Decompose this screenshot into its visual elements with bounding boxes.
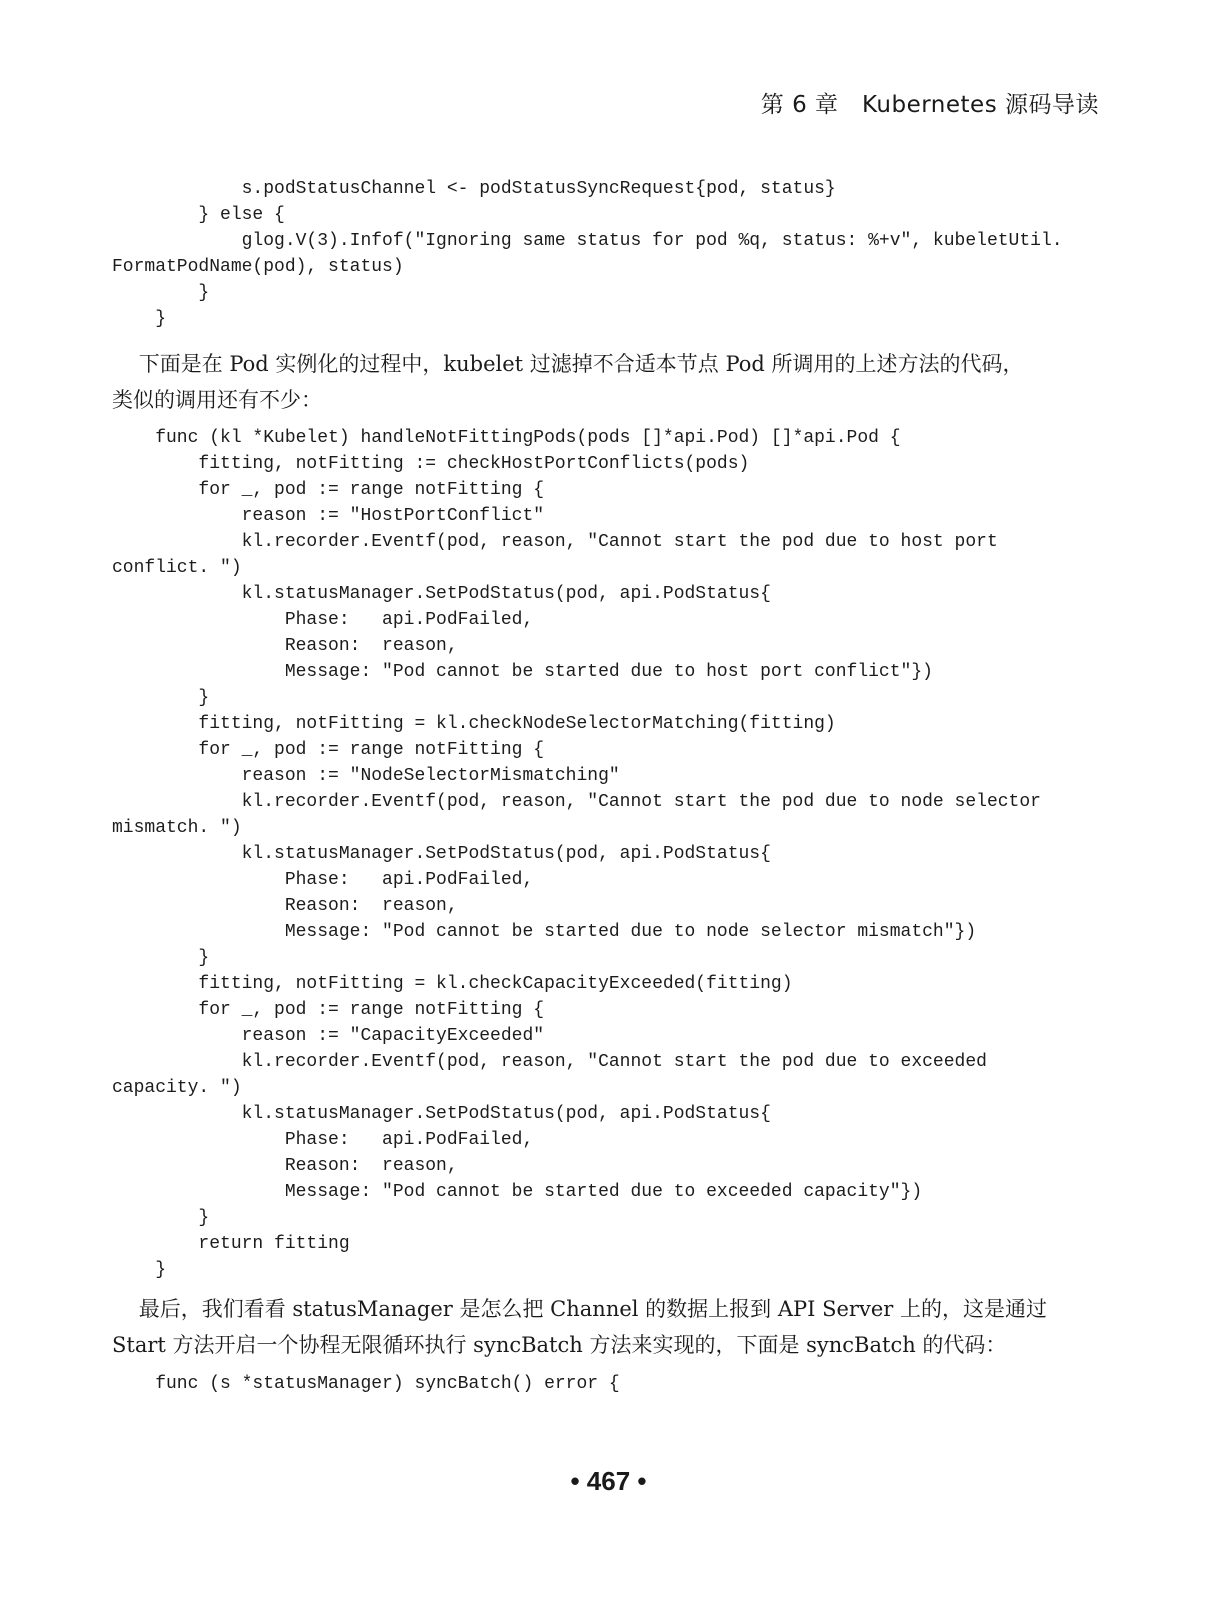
code-line: } else {: [112, 205, 285, 225]
code-line: }: [112, 283, 210, 303]
code-line: reason := "CapacityExceeded": [112, 1026, 545, 1046]
code-line: kl.statusManager.SetPodStatus(pod, api.PodStatus{: [112, 844, 771, 864]
code-line: }: [112, 688, 210, 708]
paragraph-intro-handle-not-fitting: [112, 346, 1102, 418]
paragraph-line: 最后，我们看看 statusManager 是怎么把 Channel 的数据上报到 API Server 上的，这是通过: [112, 1297, 1047, 1321]
code-line: return fitting: [112, 1234, 350, 1254]
running-header: 第 6 章 Kubernetes 源码导读: [760, 92, 1099, 118]
code-line: reason := "HostPortConflict": [112, 506, 545, 526]
code-line: for _, pod := range notFitting {: [112, 740, 545, 760]
code-line: fitting, notFitting = kl.checkCapacityExceeded(fitting): [112, 974, 793, 994]
paragraph-intro-sync-batch: [112, 1291, 1102, 1363]
code-line: }: [112, 309, 167, 329]
code-line: Reason: reason,: [112, 1156, 458, 1176]
code-line: Phase: api.PodFailed,: [112, 870, 534, 890]
paragraph-line: 下面是在 Pod 实例化的过程中，kubelet 过滤掉不合适本节点 Pod 所调用的上述方法的代码，: [112, 352, 1024, 376]
code-line: Phase: api.PodFailed,: [112, 610, 534, 630]
code-line: conflict. "): [112, 558, 242, 578]
code-line: kl.statusManager.SetPodStatus(pod, api.PodStatus{: [112, 1104, 771, 1124]
code-line: kl.recorder.Eventf(pod, reason, "Cannot start the pod due to host port: [112, 532, 998, 552]
code-line: Message: "Pod cannot be started due to host port conflict"}): [112, 662, 933, 682]
code-line: kl.recorder.Eventf(pod, reason, "Cannot start the pod due to exceeded: [112, 1052, 987, 1072]
code-line: Message: "Pod cannot be started due to node selector mismatch"}): [112, 922, 977, 942]
code-line: Message: "Pod cannot be started due to exceeded capacity"}): [112, 1182, 923, 1202]
code-line: FormatPodName(pod), status): [112, 257, 404, 277]
code-line: for _, pod := range notFitting {: [112, 1000, 545, 1020]
code-block-status-channel: [112, 176, 1063, 332]
code-line: Phase: api.PodFailed,: [112, 1130, 534, 1150]
code-line: Reason: reason,: [112, 896, 458, 916]
page-number: • 467 •: [570, 1466, 647, 1496]
code-line: mismatch. "): [112, 818, 242, 838]
code-line: Reason: reason,: [112, 636, 458, 656]
code-line: fitting, notFitting := checkHostPortConflicts(pods): [112, 454, 750, 474]
paragraph-line: Start 方法开启一个协程无限循环执行 syncBatch 方法来实现的，下面是 syncBatch 的代码：: [112, 1333, 1007, 1357]
code-line: }: [112, 1260, 167, 1280]
code-line: capacity. "): [112, 1078, 242, 1098]
code-block-sync-batch: [112, 1371, 620, 1397]
code-line: for _, pod := range notFitting {: [112, 480, 545, 500]
code-line: kl.statusManager.SetPodStatus(pod, api.PodStatus{: [112, 584, 771, 604]
paragraph-line: 类似的调用还有不少：: [112, 388, 322, 412]
code-line: }: [112, 1208, 210, 1228]
code-block-handle-not-fitting-pods: [112, 425, 1041, 1283]
code-line: s.podStatusChannel <- podStatusSyncRequest{pod, status}: [112, 179, 836, 199]
code-line: func (s *statusManager) syncBatch() error {: [112, 1374, 620, 1394]
code-line: kl.recorder.Eventf(pod, reason, "Cannot start the pod due to node selector: [112, 792, 1041, 812]
code-line: fitting, notFitting = kl.checkNodeSelectorMatching(fitting): [112, 714, 836, 734]
code-line: reason := "NodeSelectorMismatching": [112, 766, 620, 786]
code-line: }: [112, 948, 210, 968]
code-line: func (kl *Kubelet) handleNotFittingPods(pods []*api.Pod) []*api.Pod {: [112, 428, 901, 448]
code-line: glog.V(3).Infof("Ignoring same status for pod %q, status: %+v", kubeletUtil.: [112, 231, 1063, 251]
